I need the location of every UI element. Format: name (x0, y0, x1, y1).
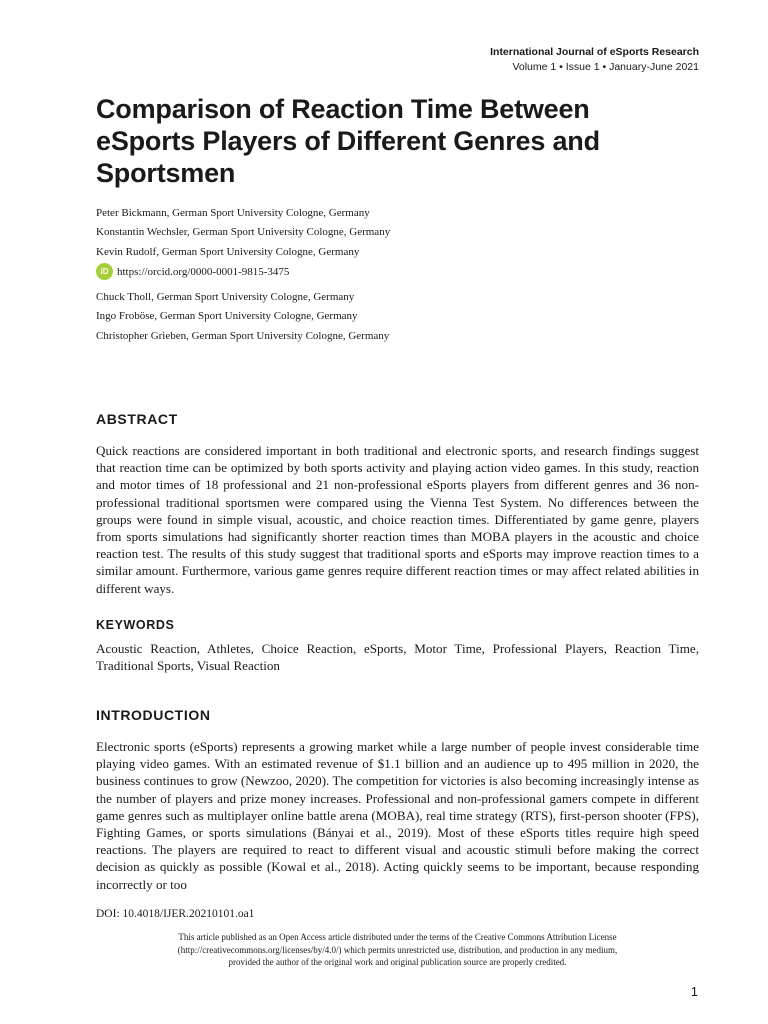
keywords-text: Acoustic Reaction, Athletes, Choice Reaction, eSports, Motor Time, Professional Players, Reaction Time, Traditional Sports, Visual Reaction (96, 641, 699, 674)
author-list (96, 204, 696, 346)
author-line: Ingo Froböse, German Sport University Cologne, Germany (96, 310, 358, 323)
paper-title: Comparison of Reaction Time Between eSports Players of Different Genres and Sportsmen (96, 94, 600, 188)
journal-issue: Volume 1 • Issue 1 • January-June 2021 (512, 61, 699, 73)
page-number: 1 (690, 984, 698, 999)
orcid-link[interactable]: https://orcid.org/0000-0001-9815-3475 (117, 265, 290, 278)
doi: DOI: 10.4018/IJER.20210101.oa1 (96, 908, 255, 920)
journal-name: International Journal of eSports Research (490, 46, 699, 58)
author-line: Konstantin Wechsler, German Sport University Cologne, Germany (96, 226, 391, 239)
license-line: (http://creativecommons.org/licenses/by/4.0/) which permits unrestricted use, distribution, and production in any medium, (177, 944, 618, 955)
orcid-icon: iD (96, 263, 113, 280)
author-line: Christopher Grieben, German Sport University Cologne, Germany (96, 329, 390, 342)
keywords-heading: KEYWORDS (96, 618, 175, 632)
introduction-heading: INTRODUCTION (96, 707, 211, 723)
abstract-text: Quick reactions are considered important in both traditional and electronic sports, and research findings suggest that reaction time can be optimized by both sports activity and playing action video games. In this study, reaction and motor times of 18 professional and 21 non-professional eSports players from different genres and 36 non-professional traditional sportsmen were compared using the Vienna Test System. No differences between the groups were found in simple visual, acoustic, and choice reaction times. Differentiated by game genre, players from sports simulations had significantly shorter reaction times than MOBA players in the acoustic and choice reaction test. The results of this study suggest that traditional sports and eSports may improve reaction times to a similar amount. Furthermore, various game genres require different reaction times or may affect related abilities in different ways. (96, 443, 699, 596)
author-line: Kevin Rudolf, German Sport University Cologne, Germany (96, 245, 360, 258)
author-line: Peter Bickmann, German Sport University Cologne, Germany (96, 207, 370, 219)
license-notice (96, 931, 699, 969)
license-line: provided the author of the original work and original publication source are properly credited. (228, 957, 567, 967)
license-line: This article published as an Open Access article distributed under the terms of the Creative Commons Attribution License (178, 932, 617, 942)
author-line: Chuck Tholl, German Sport University Cologne, Germany (96, 291, 355, 304)
orcid-row (96, 262, 696, 281)
introduction-text: Electronic sports (eSports) represents a growing market while a large number of people invest considerable time playing video games. With an estimated revenue of $1.1 billion and an audience up to 495 million in 2020, the business continues to grow (Newzoo, 2020). The competition for victories is also becoming increasingly intense as the number of players and prize money increases. Professional and non-professional gamers compete in different game genres such as multiplayer online battle arena (MOBA), real time strategy (RTS), first-person shooter (FPS), Fighting Games, or sports simulations (Bányai et al., 2019). Most of these eSports titles require high speed reactions. The players are required to react to different visual and acoustic stimuli before making the correct decision as quickly as possible (Kowal et al., 2018). Acting quickly seems to be important, because responding incorrectly or too (96, 739, 699, 892)
journal-header (490, 45, 699, 75)
abstract-heading: ABSTRACT (96, 411, 178, 427)
